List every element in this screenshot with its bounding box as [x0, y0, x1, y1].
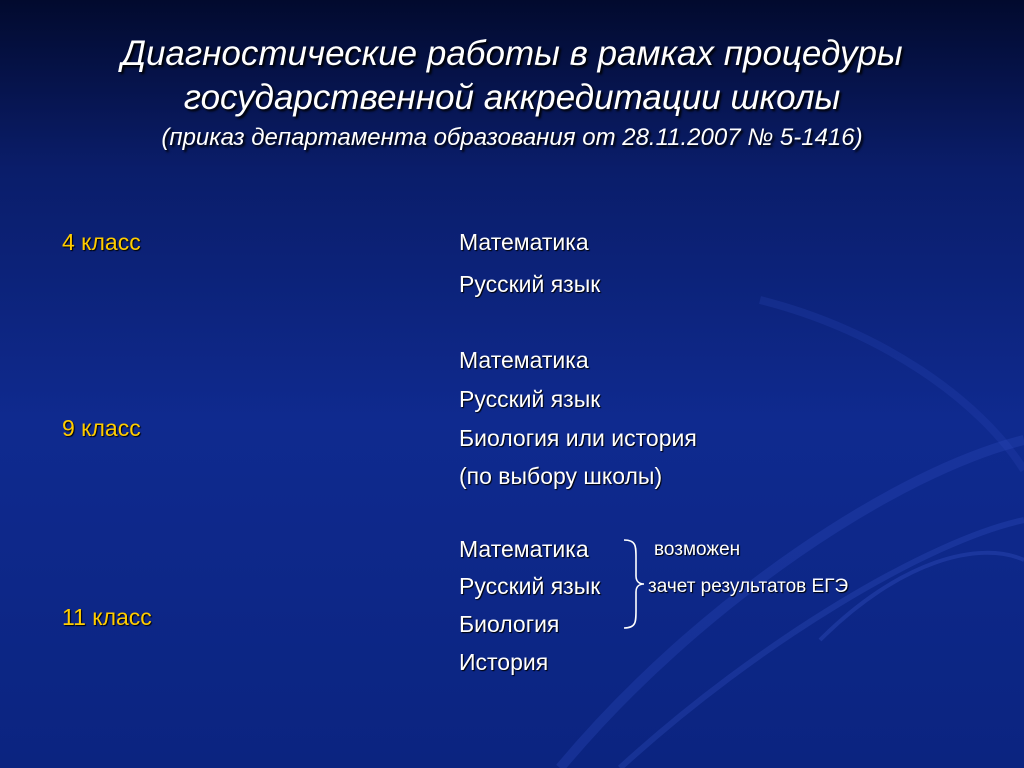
subject-11-russian: Русский язык — [459, 573, 601, 599]
subject-11-math: Математика — [459, 536, 589, 562]
subject-9-math: Математика — [459, 347, 589, 373]
grade-label-11: 11 класс — [62, 604, 152, 630]
subject-9-russian: Русский язык — [459, 386, 601, 412]
slide-title — [0, 32, 1024, 154]
subject-4-math: Математика — [459, 229, 589, 255]
subject-11-history: История — [459, 649, 549, 675]
title-line-2: государственной аккредитации школы — [183, 78, 841, 117]
title-line-1: Диагностические работы в рамках процедуры — [121, 34, 903, 73]
subject-11-biology: Биология — [459, 611, 560, 637]
ege-note-line-2: зачет результатов ЕГЭ — [648, 576, 849, 597]
grade-label-9: 9 класс — [62, 415, 141, 441]
grade-label-4: 4 класс — [62, 229, 141, 255]
curly-brace-icon — [622, 538, 646, 630]
title-subtitle: (приказ департамента образования от 28.11.2007 № 5-1416) — [161, 124, 863, 151]
ege-note-line-1: возможен — [654, 539, 741, 560]
subject-9-school-choice: (по выбору школы) — [459, 463, 663, 489]
subject-9-biology-or-history: Биология или история — [459, 425, 697, 451]
subject-4-russian: Русский язык — [459, 271, 601, 297]
